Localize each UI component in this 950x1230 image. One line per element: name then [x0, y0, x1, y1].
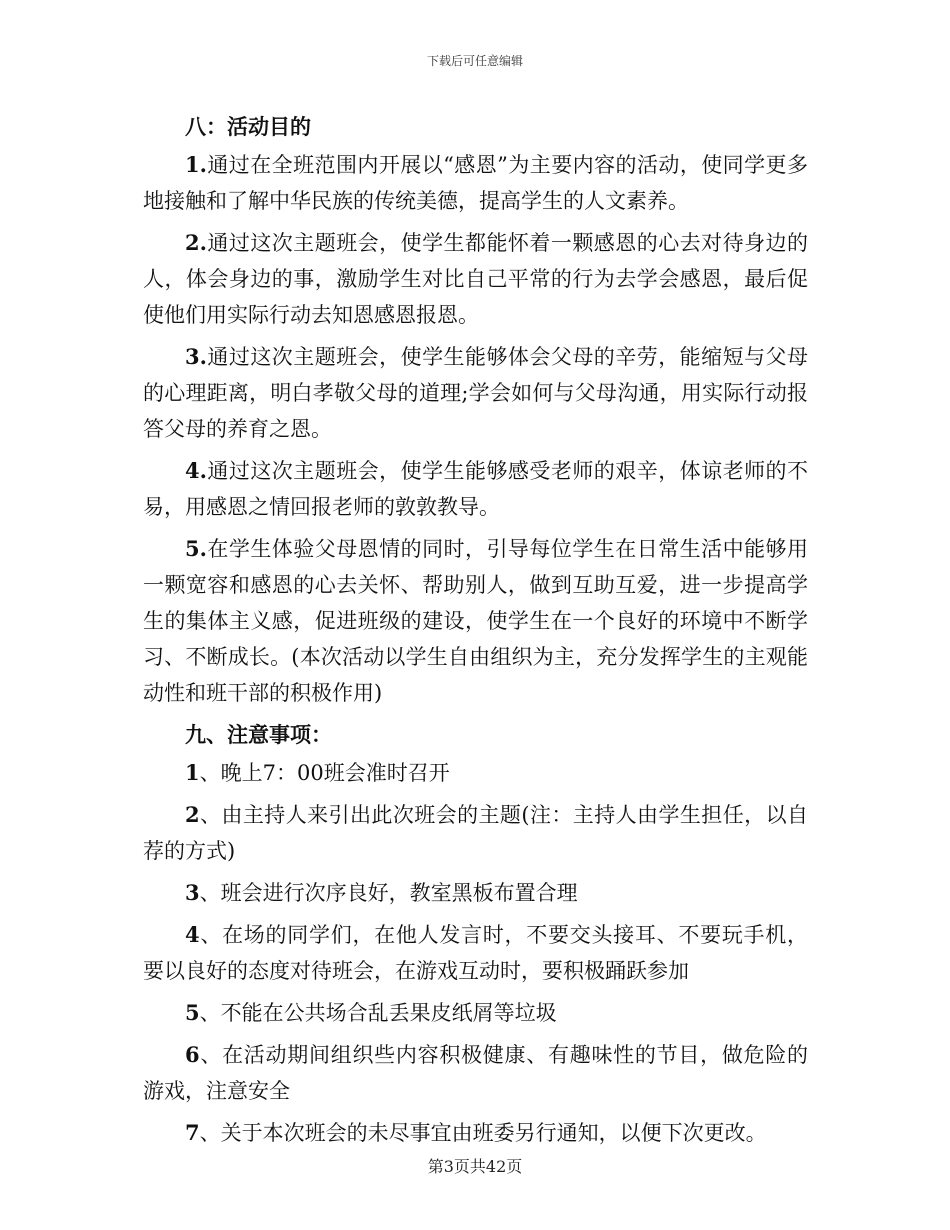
item-text: 通过这次主题班会，使学生能够体会父母的辛劳，能缩短与父母的心理距离，明白孝敬父母的道理;学会如何与父母沟通，用实际行动报答父母的养育之恩。	[143, 345, 808, 441]
item-text: 、不能在公共场合乱丢果皮纸屑等垃圾	[199, 1001, 557, 1025]
purpose-item-4	[143, 453, 808, 525]
page-footer: 第3页共42页	[427, 1157, 523, 1176]
purpose-item-5	[143, 531, 808, 711]
item-text: 、班会进行次序良好，教室黑板布置合理	[199, 881, 578, 905]
item-text: 通过这次主题班会，使学生能够感受老师的艰辛，体谅老师的不易，用感恩之情回报老师的敦敦教导。	[143, 459, 808, 519]
section-heading-notes: 九、注意事项：	[185, 722, 332, 747]
notes-item-2	[143, 797, 808, 869]
item-number: 5.	[185, 536, 207, 561]
item-number: 2.	[185, 230, 207, 255]
notes-item-6	[143, 1037, 808, 1109]
item-number: 1.	[185, 152, 207, 177]
item-text: 在学生体验父母恩情的同时，引导每位学生在日常生活中能够用一颗宽容和感恩的心去关怀、帮助别人，做到互助互爱，进一步提高学生的集体主义感，促进班级的建设，使学生在一个良好的环境中不断学习、不断成长。(本次活动以学生自由组织为主，充分发挥学生的主观能动性和班干部的积极作用)	[143, 537, 808, 705]
item-text: 、在活动期间组织些内容积极健康、有趣味性的节目，做危险的游戏，注意安全	[143, 1043, 808, 1103]
item-text: 、晚上7：00班会准时召开	[199, 761, 450, 785]
item-number: 1	[185, 760, 200, 785]
item-number: 6	[185, 1042, 200, 1067]
item-text: 通过这次主题班会，使学生都能怀着一颗感恩的心去对待身边的人，体会身边的事，激励学生对比自己平常的行为去学会感恩，最后促使他们用实际行动去知恩感恩报恩。	[143, 231, 808, 327]
notes-item-3	[143, 875, 808, 911]
notes-item-7	[143, 1115, 808, 1151]
page-header: 下载后可任意编辑	[426, 54, 523, 68]
purpose-item-3	[143, 339, 808, 447]
item-text: 、由主持人来引出此次班会的主题(注：主持人由学生担任，以自荐的方式)	[143, 803, 808, 863]
section-heading-activity-purpose: 八：活动目的	[185, 114, 311, 139]
item-text: 、关于本次班会的未尽事宜由班委另行通知，以便下次更改。	[199, 1121, 767, 1145]
purpose-item-2	[143, 225, 808, 333]
notes-item-5	[143, 995, 808, 1031]
item-number: 3	[185, 880, 200, 905]
item-number: 3.	[185, 344, 207, 369]
document-body	[143, 109, 808, 1157]
item-text: 、在场的同学们，在他人发言时，不要交头接耳、不要玩手机，要以良好的态度对待班会，在游戏互动时，要积极踊跃参加	[143, 923, 808, 983]
notes-item-1	[143, 755, 808, 791]
item-text: 通过在全班范围内开展以“感恩”为主要内容的活动，使同学更多地接触和了解中华民族的传统美德，提高学生的人文素养。	[143, 153, 808, 213]
item-number: 7	[185, 1120, 200, 1145]
item-number: 4.	[185, 458, 207, 483]
item-number: 4	[185, 922, 200, 947]
item-number: 5	[185, 1000, 200, 1025]
notes-item-4	[143, 917, 808, 989]
purpose-item-1	[143, 147, 808, 219]
item-number: 2	[185, 802, 200, 827]
